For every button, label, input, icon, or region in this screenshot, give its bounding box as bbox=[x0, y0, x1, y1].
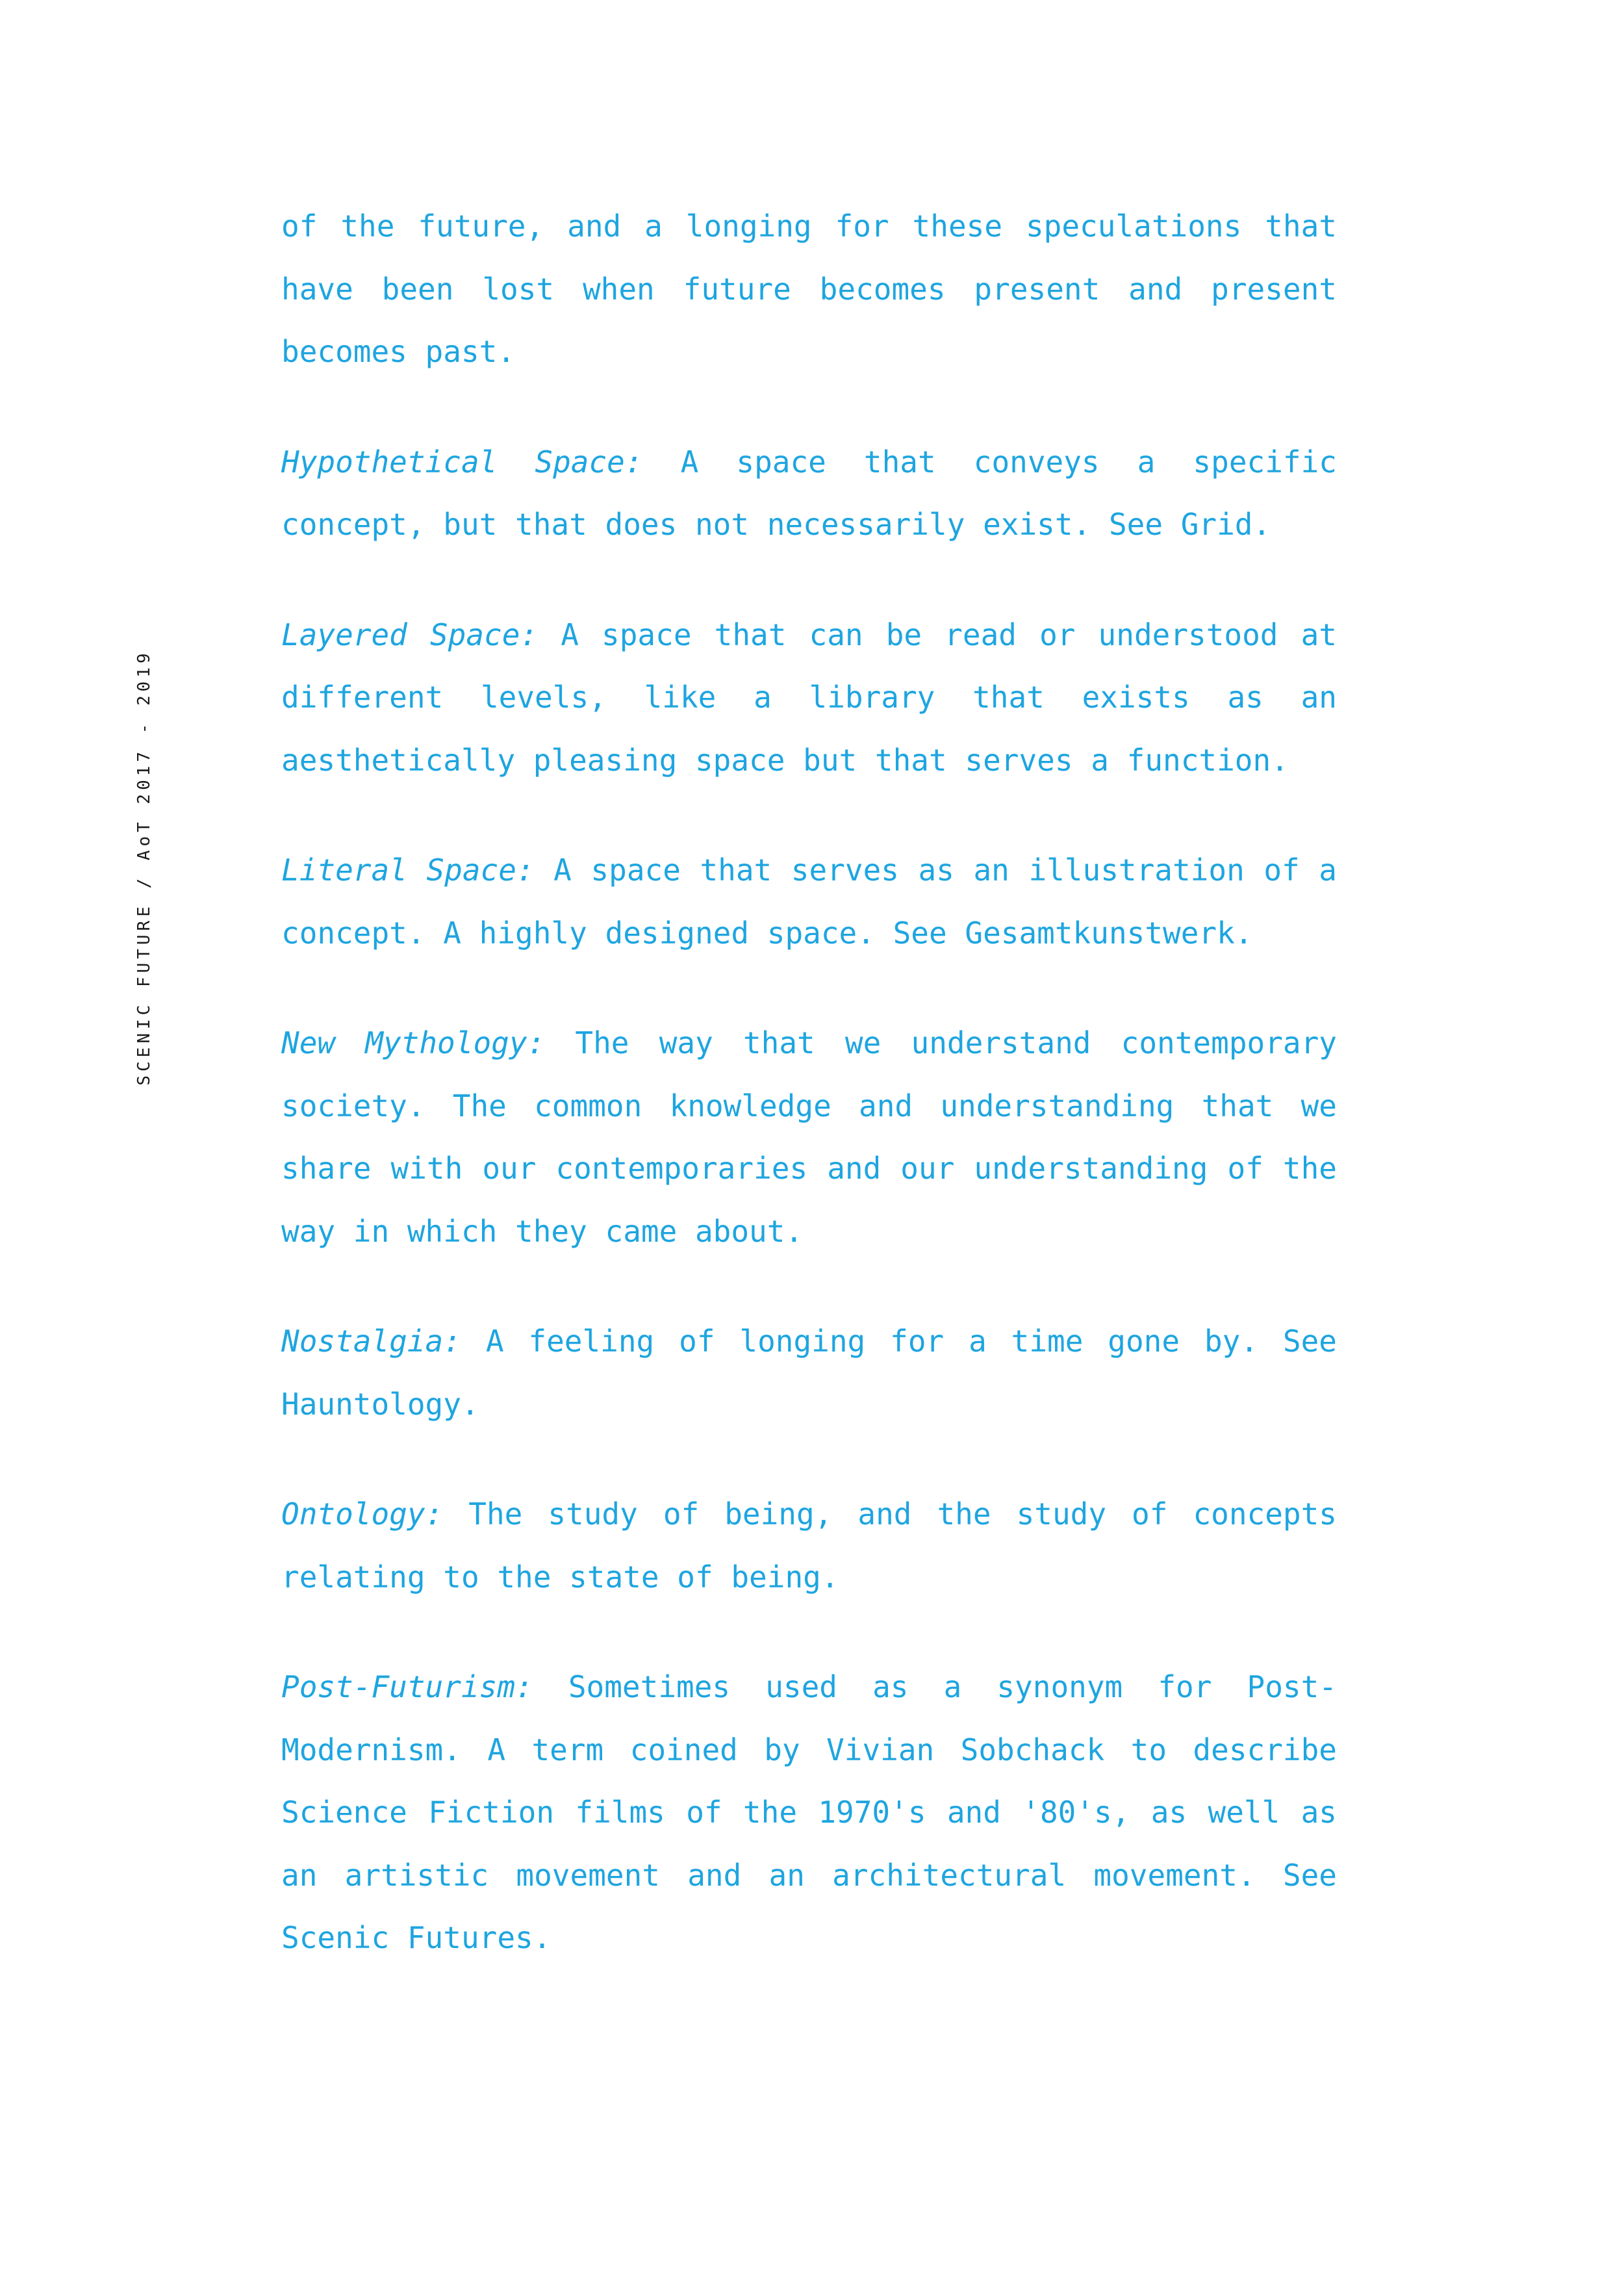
glossary-term: Hypothetical Space: bbox=[281, 444, 643, 480]
glossary-term: New Mythology: bbox=[281, 1025, 546, 1060]
glossary-entry-layered-space bbox=[281, 604, 1337, 792]
glossary-definition: A feeling of longing for a time gone by. See Hauntology. bbox=[281, 1324, 1337, 1422]
glossary-definition: A space that can be read or understood at different levels, like a library that exists as an aesthetically pleasing space but that serves a function. bbox=[281, 617, 1337, 778]
glossary-term: Nostalgia: bbox=[281, 1324, 461, 1359]
glossary-body bbox=[281, 195, 1337, 2017]
glossary-entry-hypothetical-space bbox=[281, 431, 1337, 556]
glossary-entry-ontology bbox=[281, 1483, 1337, 1608]
continuation-paragraph bbox=[281, 195, 1337, 383]
glossary-term: Literal Space: bbox=[281, 853, 535, 888]
glossary-term: Post-Futurism: bbox=[281, 1669, 533, 1704]
glossary-definition: The way that we understand contemporary society. The common knowledge and understanding that we share with our contemporaries and our understanding of the way in which they came about. bbox=[281, 1025, 1337, 1249]
continuation-text: of the future, and a longing for these speculations that have been lost when future becomes present and present becomes past. bbox=[281, 209, 1337, 369]
glossary-definition: A space that serves as an illustration of a concept. A highly designed space. See Gesamtkunstwerk. bbox=[281, 853, 1337, 951]
glossary-definition: A space that conveys a specific concept, but that does not necessarily exist. See Grid. bbox=[281, 444, 1337, 542]
glossary-term: Layered Space: bbox=[281, 617, 539, 652]
glossary-entry-literal-space bbox=[281, 839, 1337, 964]
glossary-term: Ontology: bbox=[281, 1496, 444, 1532]
glossary-entry-post-futurism bbox=[281, 1656, 1337, 1969]
glossary-entry-nostalgia bbox=[281, 1310, 1337, 1435]
glossary-definition: Sometimes used as a synonym for Post-Modernism. A term coined by Vivian Sobchack to describe Science Fiction films of the 1970's and '80's, as well as an artistic movement and an architectural movement. See Scenic Futures. bbox=[281, 1669, 1337, 1955]
glossary-definition: The study of being, and the study of concepts relating to the state of being. bbox=[281, 1496, 1337, 1595]
glossary-entry-new-mythology bbox=[281, 1012, 1337, 1263]
running-head: SCENIC FUTURE / AoT 2017 - 2019 bbox=[134, 649, 154, 1086]
